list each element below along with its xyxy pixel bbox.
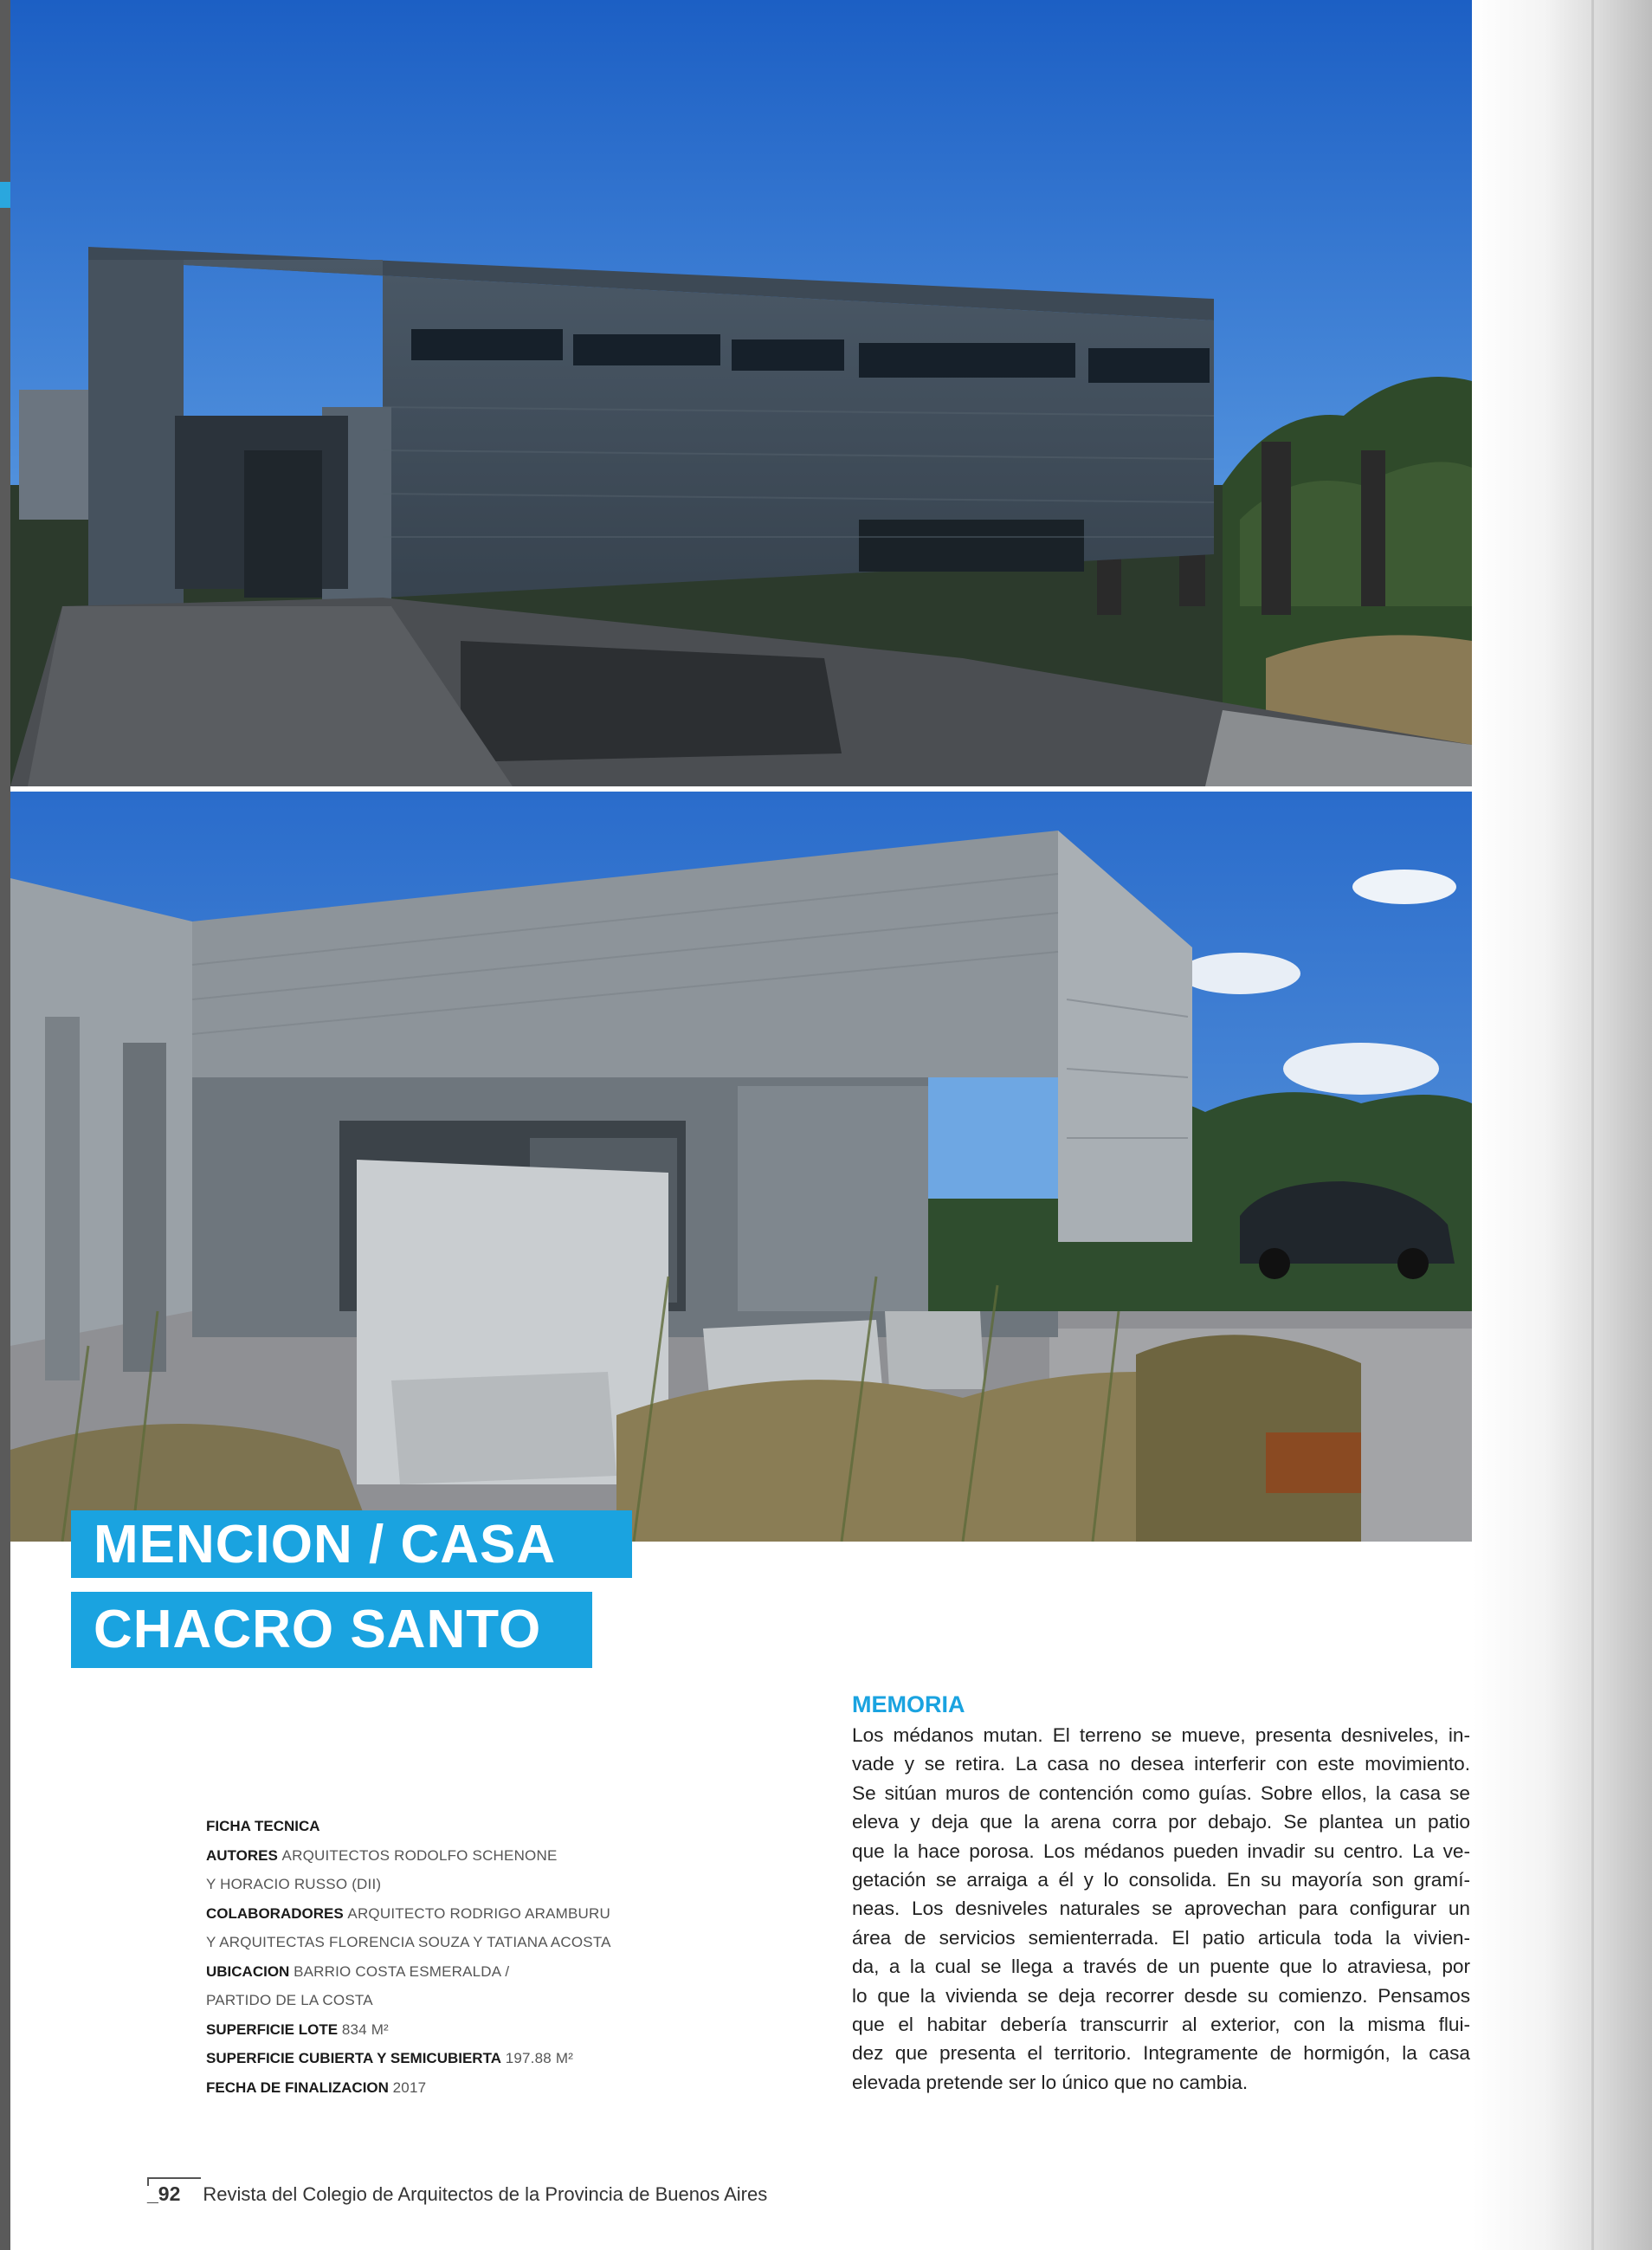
memoria-line: área de servicios semienterrada. El patio articula toda la vivien-	[852, 1926, 1470, 1949]
autores-value: ARQUITECTOS RODOLFO SCHENONE	[281, 1846, 558, 1864]
fecha-value: 2017	[392, 2079, 427, 2096]
memoria-line: que el habitar debería transcurrir al exterior, con la misma flui-	[852, 2014, 1470, 2036]
ubicacion-label: UBICACION	[206, 1962, 290, 1980]
ubicacion-value: BARRIO COSTA ESMERALDA /	[294, 1962, 510, 1980]
memoria-heading: MEMORIA	[852, 1691, 965, 1717]
house-photo-corner	[10, 792, 1472, 1542]
title-line-2: CHACRO SANTO	[71, 1592, 592, 1668]
page-fold-shadow	[1472, 0, 1652, 2250]
ficha-heading: FICHA TECNICA	[206, 1818, 320, 1834]
memoria-line: elevada pretende ser lo único que no cambia.	[852, 2071, 1249, 2093]
memoria-line: que la hace porosa. Los médanos pueden invadir su centro. La ve-	[852, 1839, 1470, 1862]
page-number: _92	[147, 2182, 181, 2205]
memoria-line: lo que la vivienda se deja recorrer desde su comienzo. Pensamos	[852, 1984, 1470, 2007]
colaboradores-value-cont: Y ARQUITECTAS FLORENCIA SOUZA Y TATIANA ACOSTA	[206, 1934, 611, 1950]
superficie-cubierta-label: SUPERFICIE CUBIERTA Y SEMICUBIERTA	[206, 2050, 501, 2066]
memoria-line: da, a la cual se llega a través de un puente que lo atraviesa, por	[852, 1956, 1470, 1978]
memoria-line: vade y se retira. La casa no desea interferir con este movimiento.	[852, 1753, 1470, 1775]
superficie-cubierta-value: 197.88 M²	[505, 2050, 574, 2066]
superficie-lote-value: 834 M²	[341, 2020, 389, 2038]
autores-value-cont: Y HORACIO RUSSO (DII)	[206, 1876, 382, 1892]
memoria-line: eleva y deja que la arena corra por debajo. Se plantea un patio	[852, 1811, 1470, 1833]
autores-label: AUTORES	[206, 1846, 278, 1864]
page-binding-line	[1591, 0, 1594, 2250]
title-line-1: MENCION / CASA	[71, 1510, 632, 1578]
footer-rule	[147, 2177, 201, 2179]
page-footer	[147, 2182, 767, 2206]
fecha-label: FECHA DE FINALIZACION	[206, 2079, 389, 2096]
left-page-edge	[0, 0, 10, 2250]
colaboradores-label: COLABORADORES	[206, 1904, 344, 1922]
superficie-lote-label: SUPERFICIE LOTE	[206, 2020, 339, 2038]
memoria-line: Se sitúan muros de contención como guías. Sobre ellos, la casa se	[852, 1781, 1470, 1804]
memoria-line: dez que presenta el territorio. Integramente de hormigón, la casa	[852, 2042, 1470, 2065]
publication-name: Revista del Colegio de Arquitectos de la Provincia de Buenos Aires	[203, 2183, 768, 2205]
house-photo-front	[10, 0, 1472, 786]
memoria-line: Los médanos mutan. El terreno se mueve, presenta desniveles, in-	[852, 1724, 1470, 1746]
left-edge-tab	[0, 182, 10, 208]
memoria-line: getación se arraiga a él y lo consolida. En su mayoría son gramí-	[852, 1869, 1470, 1891]
colaboradores-value: ARQUITECTO RODRIGO ARAMBURU	[347, 1904, 610, 1922]
memoria-line: neas. Los desniveles naturales se aprovechan para configurar un	[852, 1898, 1470, 1920]
ubicacion-value-cont: PARTIDO DE LA COSTA	[206, 1992, 373, 2008]
memoria-body	[852, 1721, 1470, 2097]
technical-sheet	[206, 1812, 691, 2102]
